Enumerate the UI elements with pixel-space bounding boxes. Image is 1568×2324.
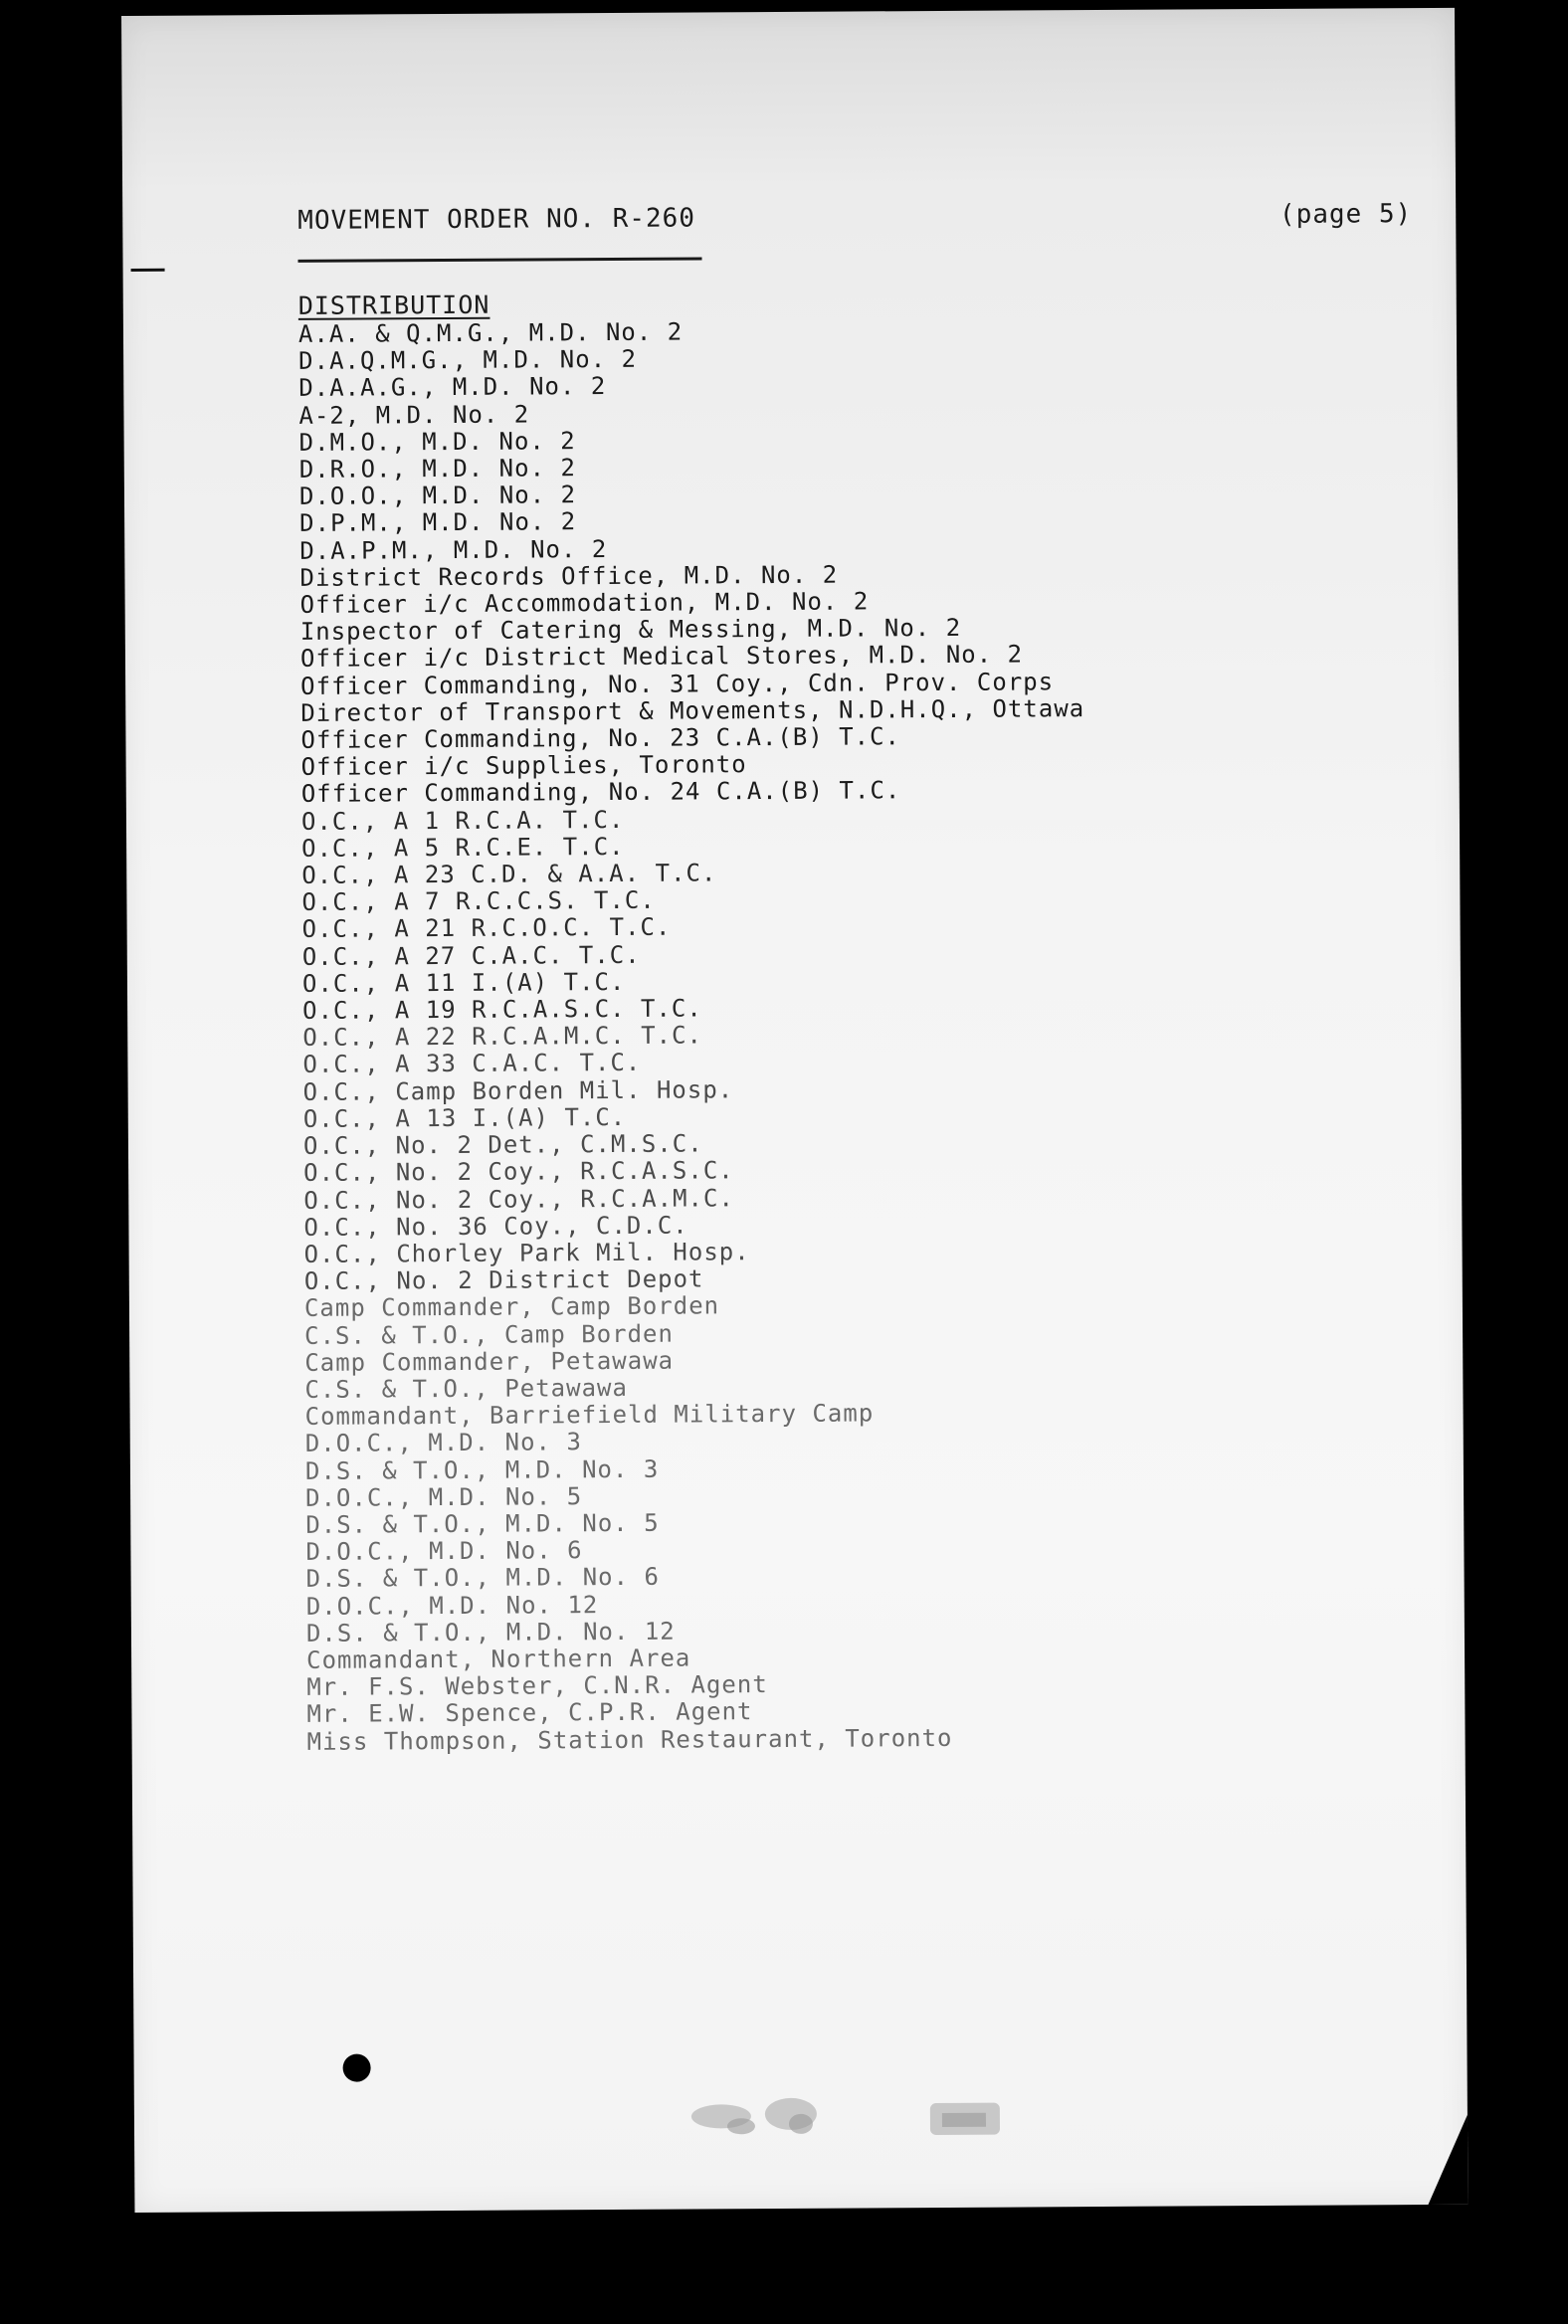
distribution-entry: O.C., No. 2 District Depot [303,1264,704,1296]
distribution-entry: C.S. & T.O., Petawawa [304,1373,628,1404]
distribution-entry: Miss Thompson, Station Restaurant, Toronto [306,1723,953,1756]
distribution-entry: D.A.Q.M.G., M.D. No. 2 [298,345,638,376]
distribution-entry: Commandant, Barriefield Military Camp [304,1399,875,1432]
header-underline [297,257,701,262]
distribution-entry: D.A.A.G., M.D. No. 2 [298,372,607,403]
distribution-entry: O.C., No. 2 Det., C.M.S.C. [302,1129,703,1160]
distribution-entry: Camp Commander, Camp Borden [303,1291,720,1323]
distribution-entry: D.M.O., M.D. No. 2 [298,427,576,457]
distribution-entry: O.C., A 27 C.A.C. T.C. [301,940,641,971]
page-corner-fold [1428,2115,1469,2205]
distribution-entry: Inspector of Catering & Messing, M.D. No. 2 [299,614,962,647]
distribution-entry: D.O.O., M.D. No. 2 [298,481,577,511]
page-number: (page 5) [1278,199,1413,230]
distribution-entry: D.P.M., M.D. No. 2 [299,507,577,538]
distribution-entry: Officer Commanding, No. 23 C.A.(B) T.C. [300,722,901,754]
margin-mark [131,269,165,272]
document-title: MOVEMENT ORDER NO. R-260 [297,203,696,236]
distribution-entry: D.O.C., M.D. No. 5 [305,1481,583,1512]
distribution-entry: D.O.C., M.D. No. 6 [305,1536,583,1567]
distribution-entry: O.C., Camp Borden Mil. Hosp. [302,1074,734,1106]
document-page [121,8,1468,2213]
distribution-entry: O.C., A 7 R.C.C.S. T.C. [301,886,656,917]
distribution-entry: Officer Commanding, No. 31 Coy., Cdn. Prov. Corps [300,667,1055,700]
distribution-entry: O.C., A 21 R.C.O.C. T.C. [301,913,672,944]
distribution-entry: D.O.C., M.D. No. 3 [304,1428,582,1458]
distribution-entry: O.C., A 13 I.(A) T.C. [302,1102,627,1133]
distribution-entry: O.C., A 19 R.C.A.S.C. T.C. [302,994,702,1025]
distribution-entry: O.C., No. 2 Coy., R.C.A.S.C. [303,1156,734,1188]
distribution-entry: D.S. & T.O., M.D. No. 3 [304,1454,660,1485]
distribution-entry: O.C., A 23 C.D. & A.A. T.C. [301,859,717,889]
document-header [297,199,1413,236]
distribution-entry: D.A.P.M., M.D. No. 2 [299,534,608,565]
distribution-entry: C.S. & T.O., Camp Borden [304,1319,674,1350]
distribution-entry: Director of Transport & Movements, N.D.H.Q., Ottawa [300,693,1085,727]
punch-hole [343,2054,371,2082]
distribution-entry: O.C., A 5 R.C.E. T.C. [301,832,625,863]
distribution-entry: District Records Office, M.D. No. 2 [299,560,839,592]
distribution-entry: O.C., A 33 C.A.C. T.C. [302,1049,642,1079]
distribution-heading: DISTRIBUTION [297,290,490,320]
distribution-entry: A-2, M.D. No. 2 [298,400,530,430]
distribution-entry: O.C., No. 36 Coy., C.D.C. [303,1211,688,1242]
distribution-entry: Camp Commander, Petawawa [304,1346,675,1377]
distribution-entry: D.S. & T.O., M.D. No. 5 [305,1508,660,1539]
distribution-entry: O.C., No. 2 Coy., R.C.A.M.C. [303,1183,734,1215]
distribution-entry: Mr. E.W. Spence, C.P.R. Agent [306,1697,753,1729]
distribution-entry: O.C., Chorley Park Mil. Hosp. [303,1238,750,1268]
faded-stamp-mark [682,2085,1020,2157]
distribution-entry: D.S. & T.O., M.D. No. 6 [305,1563,661,1594]
distribution-entry: D.R.O., M.D. No. 2 [298,454,576,484]
distribution-entry: A.A. & Q.M.G., M.D. No. 2 [297,317,684,348]
distribution-entry: O.C., A 1 R.C.A. T.C. [300,805,625,836]
distribution-entry: Commandant, Northern Area [306,1644,691,1674]
distribution-entry: O.C., A 11 I.(A) T.C. [301,967,626,998]
distribution-entry: Officer Commanding, No. 24 C.A.(B) T.C. [300,776,901,809]
distribution-entry: D.O.C., M.D. No. 12 [305,1590,599,1621]
distribution-entry: Officer i/c Supplies, Toronto [300,750,747,782]
distribution-entry: O.C., A 22 R.C.A.M.C. T.C. [302,1021,703,1053]
distribution-entry: D.S. & T.O., M.D. No. 12 [305,1617,676,1647]
distribution-entry: Mr. F.S. Webster, C.N.R. Agent [306,1670,768,1702]
distribution-list [298,316,1091,1756]
distribution-entry: Officer i/c District Medical Stores, M.D. No. 2 [299,640,1024,674]
distribution-entry: Officer i/c Accommodation, M.D. No. 2 [299,587,870,619]
